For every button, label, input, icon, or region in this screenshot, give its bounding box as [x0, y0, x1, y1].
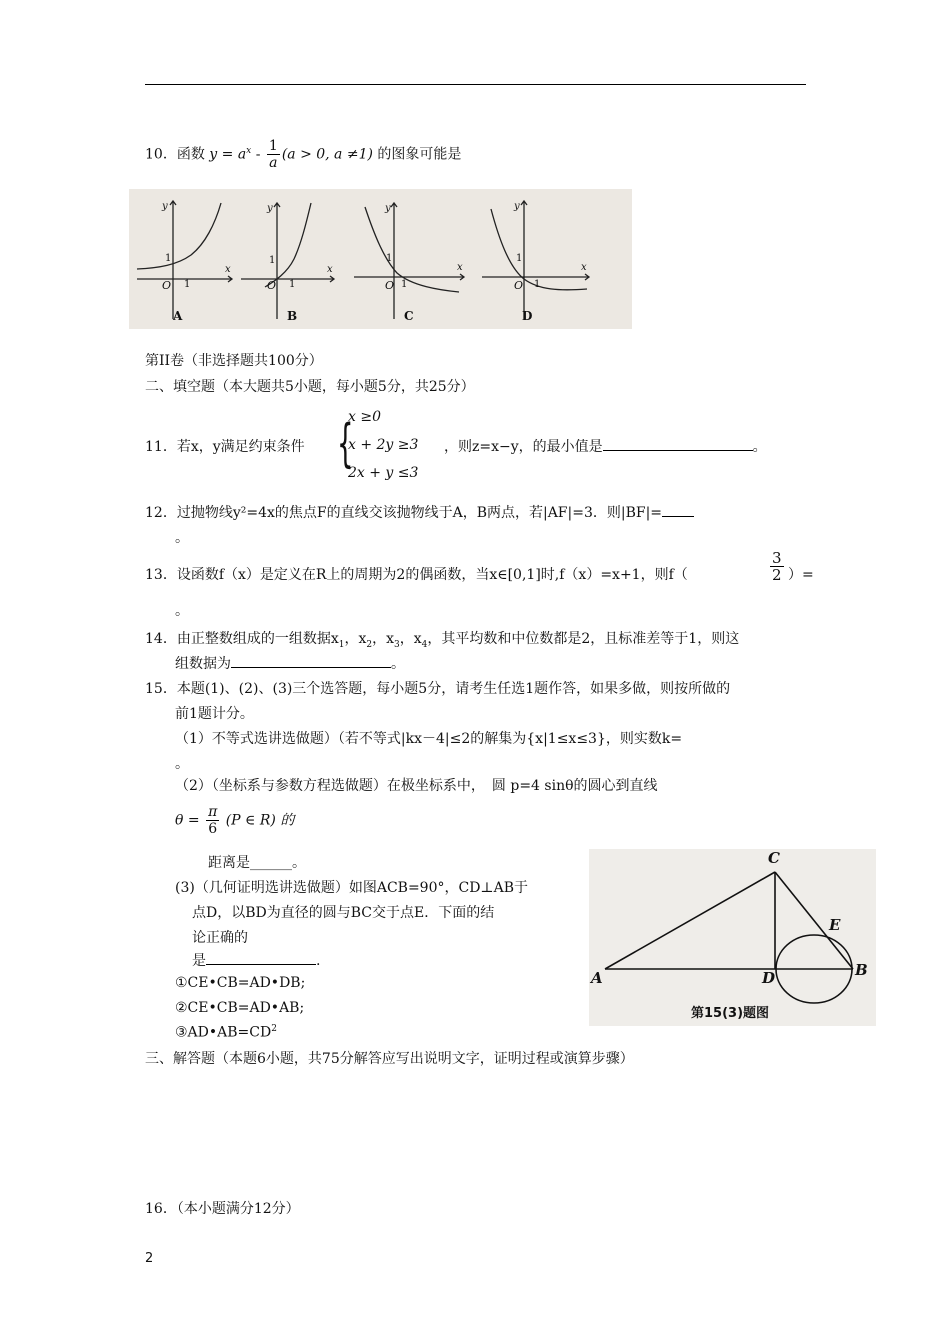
graph-a-x-label: x	[225, 264, 231, 275]
q11-end: 。	[752, 439, 767, 455]
q11-brace: {	[337, 414, 354, 474]
q14-text-a: 14．由正整数组成的一组数据x	[145, 631, 339, 647]
q14-text-e: ，其平均数和中位数都是2，且标准差等于1，则这	[427, 631, 740, 647]
q11-tail	[444, 436, 767, 456]
q15-option-1: ①CE•CB=AD•DB;	[175, 975, 306, 991]
page-number: 2	[145, 1251, 154, 1266]
q10-minus: -	[251, 146, 265, 163]
q13-line1	[145, 564, 688, 584]
q14-text-b: ，x	[344, 631, 367, 647]
graph-d-y-label: y	[514, 201, 520, 212]
q15-part3-line4	[192, 950, 320, 970]
graph-c-label: C	[404, 309, 414, 323]
q14-text-d: ，x	[399, 631, 422, 647]
question-10	[145, 138, 461, 171]
q15-line1: 15．本题(1)、(2)、(3)三个选答题，每小题5分，请考生任选1题作答，如果多做，则按所做的	[145, 681, 731, 697]
q14-sub2: 2	[366, 639, 373, 650]
q11-prefix: 11．若x，y满足约束条件	[145, 439, 305, 455]
fig15-point-e: E	[829, 916, 841, 934]
q14-sub4: 4	[421, 639, 428, 650]
q10-condition: (a > 0, a ≠1)	[281, 146, 373, 163]
q15-part2-line3: 距离是______。	[208, 855, 306, 871]
q15-part3-answer-blank	[206, 952, 316, 965]
q13-end: ）=	[788, 567, 814, 583]
q13-fraction	[768, 550, 786, 583]
q14-line1	[145, 628, 739, 650]
graph-a-origin: O	[162, 279, 172, 292]
q10-exponent: x	[246, 145, 252, 156]
q15-part3-line2: 点D，以BD为直径的圆与BC交于点E．下面的结	[192, 905, 495, 921]
graph-d-one-y: 1	[516, 253, 523, 264]
section2-title: 二、填空题（本大题共5小题，每小题5分，共25分）	[145, 379, 475, 395]
graph-c-one-x: 1	[401, 279, 408, 290]
q15-part1: （1）不等式选讲选做题）（若不等式|kx－4|≤2的解集为{x|1≤x≤3}，则实数k=	[175, 731, 683, 747]
graph-a-one-x: 1	[184, 279, 191, 290]
graph-b-one-x: 1	[289, 279, 296, 290]
q15-part3-line4-end: .	[316, 953, 321, 969]
q15-p-in-r: (P ∈ R) 的	[225, 812, 295, 829]
q13-line2: 。	[175, 603, 189, 619]
q15-part3-line1: (3)（几何证明选讲选做题）如图ACB=90°，CD⊥AB于	[175, 880, 528, 896]
q13-frac-num: 3	[772, 549, 782, 567]
q12-line2: 。	[175, 530, 189, 546]
graph-a-y-label: y	[162, 201, 168, 212]
q15-part3-line3: 论正确的	[192, 930, 248, 946]
graph-c-y-label: y	[385, 203, 391, 214]
fig15-point-b: B	[855, 961, 868, 979]
q15-part2: （2）（坐标系与参数方程选做题）在极坐标系中， 圆 p=4 sinθ的圆心到直线	[175, 778, 658, 794]
fig15-point-a: A	[591, 969, 603, 987]
q10-frac-num: 1	[268, 138, 278, 154]
graph-d-x-label: x	[581, 262, 587, 273]
q14-sub1: 1	[338, 639, 345, 650]
q15-option-3	[175, 1024, 277, 1041]
graph-c-one-y: 1	[386, 253, 393, 264]
fig15-figure	[589, 849, 876, 1026]
q10-graphs-svg	[129, 189, 632, 329]
q10-formula: y = a	[209, 146, 247, 163]
q15-part1-end: 。	[175, 756, 189, 772]
graph-c-x-label: x	[457, 262, 463, 273]
fig15-point-d: D	[762, 969, 776, 987]
q14-line2-end: 。	[391, 656, 405, 672]
q13-text: 13．设函数f（x）是定义在R上的周期为2的偶函数，当x∈[0,1]时,f（x）=x+1，则f（	[145, 567, 688, 583]
q15-pi: π	[208, 804, 218, 820]
q15-option-3-text: ③AD•AB=CD	[175, 1024, 272, 1041]
q15-part3-line4-text: 是	[192, 953, 206, 969]
fig15-point-c: C	[768, 849, 780, 867]
graph-c-origin: O	[385, 279, 395, 292]
q15-line2: 前1题计分。	[175, 706, 254, 722]
fig15-caption: 第15(3)题图	[691, 1006, 770, 1021]
q15-pi-frac	[206, 804, 219, 837]
q14-text-c: ，x	[372, 631, 394, 647]
q10-prefix: 10．函数	[145, 146, 205, 163]
q15-part2-formula	[175, 804, 294, 837]
graph-b-one-y: 1	[269, 255, 276, 266]
graph-b-y-label: y	[267, 203, 273, 214]
q11-answer-blank	[603, 438, 753, 451]
q13-frac	[770, 550, 784, 583]
q13-frac-den: 2	[772, 566, 782, 584]
q12-text: 12．过抛物线y²=4x的焦点F的直线交该抛物线于A，B两点，若|AF|=3．则|BF|=	[145, 505, 663, 521]
section3-title: 三、解答题（本题6小题，共75分解答应写出说明文字，证明过程或演算步骤）	[145, 1051, 634, 1067]
q15-theta: θ =	[175, 812, 200, 829]
q10-frac-den: a	[269, 155, 278, 171]
q11-middle: ，则z=x−y，的最小值是	[444, 439, 603, 455]
q11-constraint-3: 2x + y ≤3	[348, 465, 419, 481]
q12-line1	[145, 502, 694, 522]
q14-sub3: 3	[394, 639, 400, 650]
q11-constraint-2: x + 2y ≥3	[348, 437, 419, 453]
q14-line2-text: 组数据为	[175, 656, 231, 672]
graph-b-origin: O	[267, 279, 277, 292]
graph-d-origin: O	[514, 279, 524, 292]
graph-a-label: A	[173, 309, 183, 323]
graph-d-label: D	[522, 309, 533, 323]
graph-a-one-y: 1	[165, 253, 172, 264]
q15-six: 6	[208, 821, 218, 837]
graph-b-label: B	[287, 309, 298, 323]
q15-option-2: ②CE•CB=AD•AB;	[175, 1000, 305, 1016]
q10-suffix: 的图象可能是	[377, 146, 462, 163]
graph-b-x-label: x	[327, 264, 333, 275]
q15-option-3-sup: 2	[271, 1024, 277, 1034]
q10-fraction	[267, 138, 280, 171]
q14-line2	[175, 653, 405, 673]
q14-answer-blank	[231, 655, 391, 668]
header-rule	[145, 84, 806, 85]
q12-answer-blank	[662, 504, 694, 517]
q11-constraint-1: x ≥0	[348, 409, 381, 425]
graph-d-one-x: 1	[534, 279, 541, 290]
q10-graphs-figure	[129, 189, 632, 329]
part2-title: 第II卷（非选择题共100分）	[145, 353, 323, 369]
fig15-svg	[589, 849, 876, 1026]
question-16: 16．（本小题满分12分）	[145, 1201, 300, 1217]
